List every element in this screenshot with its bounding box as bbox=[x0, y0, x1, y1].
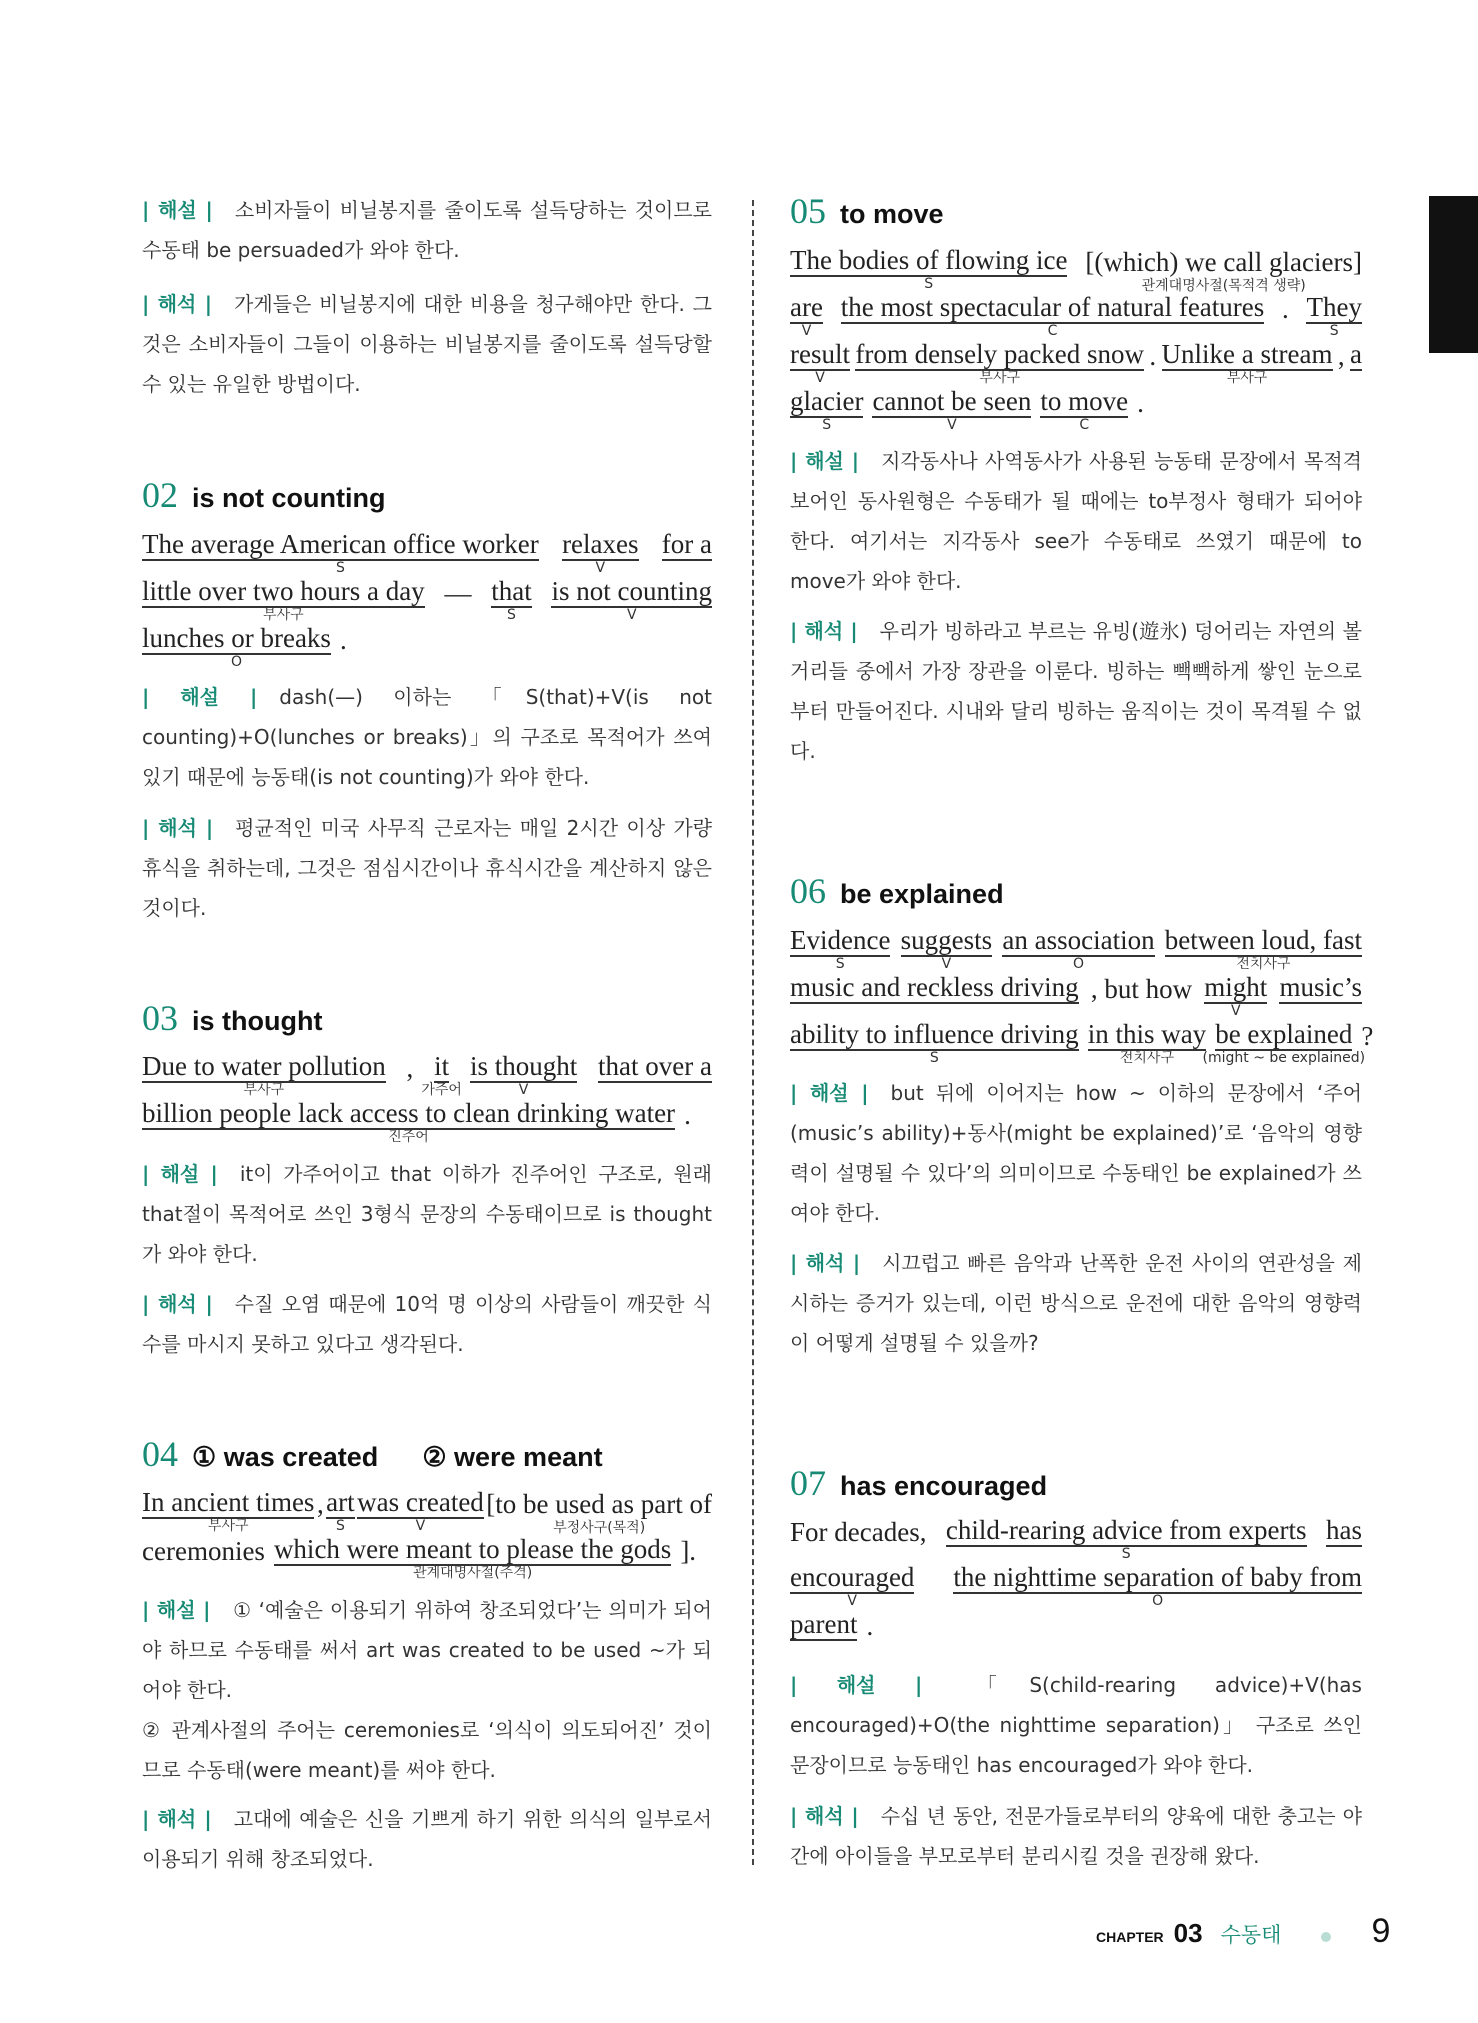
underlined-phrase bbox=[953, 1562, 1362, 1609]
phrase-text: suggests bbox=[900, 925, 993, 955]
translation-tag: | 해석 | bbox=[790, 1251, 861, 1275]
grammar-label: C bbox=[1079, 417, 1090, 433]
grammar-label: (might ~ be explained) bbox=[1202, 1050, 1366, 1066]
explanation-tag: | 해설 | bbox=[790, 1673, 923, 1697]
s04-heading bbox=[142, 1433, 712, 1473]
phrase bbox=[790, 1517, 926, 1547]
chapter-title: 수동태 bbox=[1220, 1923, 1282, 1947]
phrase-text: [to be used as part of bbox=[486, 1489, 712, 1519]
column-divider bbox=[752, 200, 754, 1865]
s03-translation: | 해석 | 수질 오염 때문에 10억 명 이상의 사람들이 깨끗한 식수를 마시지 못하고 있다고 생각된다. bbox=[142, 1292, 712, 1356]
sentence-line bbox=[142, 561, 712, 623]
explanation-tag: | 해설 | bbox=[142, 1162, 218, 1186]
phrase-text: The average American office worker bbox=[142, 529, 539, 559]
translation-tag: | 해석 | bbox=[790, 619, 858, 643]
grammar-label: V bbox=[1230, 1003, 1241, 1019]
grammar-label: 진주어 bbox=[388, 1129, 429, 1145]
explanation-tag: | 해설 | bbox=[142, 685, 258, 709]
phrase bbox=[1091, 974, 1192, 1004]
s07-explanation: | 해설 | 「S(child-rearing advice)+V(has encouraged)+O(the nighttime separation)」 구조로 쓰인 문장이므로 능동태인 has encouraged가 와야 한다. bbox=[790, 1673, 1362, 1777]
s06-sentence bbox=[790, 910, 1374, 1066]
phrase bbox=[340, 625, 347, 655]
phrase-text: is not counting bbox=[551, 576, 712, 606]
underlined-phrase bbox=[790, 386, 864, 433]
chapter-number: 03 bbox=[1173, 1918, 1203, 1948]
phrase bbox=[1137, 388, 1144, 418]
phrase-text: to move bbox=[1040, 386, 1129, 416]
sentence-line bbox=[790, 371, 1362, 433]
s07-heading bbox=[790, 1462, 1362, 1502]
phrase-text: They bbox=[1306, 292, 1362, 322]
explanation-tag: | 해설 | bbox=[790, 449, 860, 473]
phrase-text: For decades, bbox=[790, 1517, 927, 1547]
phrase-text: , bbox=[316, 1489, 324, 1519]
phrase bbox=[866, 1611, 873, 1641]
underlined-phrase bbox=[1350, 339, 1362, 371]
page-footer bbox=[1096, 1912, 1390, 1951]
page-number: 9 bbox=[1371, 1912, 1391, 1950]
underlined-phrase bbox=[1040, 386, 1129, 433]
grammar-label: V bbox=[941, 956, 952, 972]
explanation-tag: | 해설 | bbox=[142, 198, 213, 222]
phrase bbox=[407, 1053, 414, 1083]
s04-explanation: | 해설 | ① ‘예술은 이용되기 위하여 창조되었다’는 의미가 되어야 하므로 수동태를 써서 art was created to be used ~가 되어야 한다. ② 관계사절의 주어는 ceremonies로 ‘의식이 의도되어진’ 것이므로 수동태(were meant)를 써야 한다. bbox=[142, 1598, 712, 1782]
phrase-text: in this way bbox=[1087, 1019, 1207, 1049]
phrase-text: for a bbox=[661, 529, 712, 559]
phrase-text: be explained bbox=[1215, 1019, 1353, 1049]
s01-translation: | 해석 | 가게들은 비닐봉지에 대한 비용을 청구해야만 한다. 그것은 소비자들이 그들이 이용하는 비닐봉지를 줄이도록 설득당할 수 있는 유일한 방법이다. bbox=[142, 292, 712, 396]
underlined-phrase bbox=[142, 1051, 386, 1098]
grammar-label: V bbox=[518, 1082, 529, 1098]
grammar-label: S bbox=[1329, 323, 1339, 339]
sentence-line bbox=[790, 324, 1362, 386]
phrase-text: glacier bbox=[790, 386, 864, 416]
grammar-label: V bbox=[815, 370, 825, 386]
grammar-label: V bbox=[415, 1518, 426, 1534]
underlined-phrase bbox=[900, 925, 993, 972]
phrase-text: has bbox=[1325, 1515, 1362, 1545]
explanation-tag: | 해설 | bbox=[790, 1081, 869, 1105]
underlined-phrase bbox=[142, 576, 425, 623]
chapter-label: CHAPTER bbox=[1096, 1929, 1164, 1945]
s02-heading bbox=[142, 474, 712, 514]
phrase-text: ceremonies bbox=[142, 1536, 265, 1566]
s02-translation: | 해석 | 평균적인 미국 사무직 근로자는 매일 2시간 이상 가량 휴식을 취하는데, 그것은 점심시간이나 휴식시간을 계산하지 않은 것이다. bbox=[142, 816, 712, 920]
translation-tag: | 해석 | bbox=[142, 816, 214, 840]
phrase-text: art bbox=[326, 1487, 355, 1517]
underlined-phrase bbox=[790, 925, 891, 972]
phrase bbox=[684, 1100, 691, 1130]
phrase-text: , bbox=[406, 1053, 414, 1083]
grammar-label: 부사구 bbox=[243, 1082, 285, 1098]
grammar-label: O bbox=[1072, 956, 1084, 972]
phrase-text: lunches or breaks bbox=[142, 623, 331, 653]
s01-explanation: | 해설 | 소비자들이 비닐봉지를 줄이도록 설득당하는 것이므로 수동태 be persuaded가 와야 한다. bbox=[142, 198, 712, 262]
phrase-text: Unlike a stream bbox=[1161, 339, 1333, 369]
phrase-text: might bbox=[1204, 972, 1268, 1002]
chapter-tab-marker bbox=[1429, 196, 1478, 353]
grammar-label: O bbox=[1152, 1593, 1164, 1609]
s05-translation: | 해석 | 우리가 빙하라고 부르는 유빙(遊氷) 덩어리는 자연의 볼거리들 중에서 가장 장관을 이룬다. 빙하는 빽빽하게 쌓인 눈으로부터 만들어진다. 시내와 달리 빙하는 움직이는 것이 목격될 수 없다. bbox=[790, 619, 1362, 763]
translation-tag: | 해석 | bbox=[142, 1807, 212, 1831]
phrase-text: Due to water pollution bbox=[142, 1051, 386, 1081]
phrase-text: child-rearing advice from experts bbox=[945, 1515, 1307, 1545]
question-number: 06 bbox=[790, 871, 826, 911]
phrase-text: ]. bbox=[680, 1536, 697, 1566]
translation-tag: | 해석 | bbox=[142, 292, 213, 316]
phrase bbox=[1149, 341, 1156, 371]
s03-heading bbox=[142, 997, 712, 1037]
underlined-phrase bbox=[790, 339, 850, 386]
grammar-label: 부사구 bbox=[207, 1518, 249, 1534]
s07-translation: | 해석 | 수십 년 동안, 전문가들로부터의 양육에 대한 충고는 야간에 아이들을 부모로부터 분리시킬 것을 권장해 왔다. bbox=[790, 1804, 1362, 1868]
s06-explanation: | 해설 | but 뒤에 이어지는 how ~ 이하의 문장에서 ‘주어(music’s ability)+동사(might be explained)’로 ‘음악의 영향력이 설명될 수 있다’의 의미이므로 수동태인 be explained가 쓰여야 한다. bbox=[790, 1081, 1362, 1225]
grammar-label: 가주어 bbox=[421, 1082, 462, 1098]
phrase-text: [(which) we call glaciers] bbox=[1085, 247, 1362, 277]
s06-translation: | 해석 | 시끄럽고 빠른 음악과 난폭한 운전 사이의 연관성을 제시하는 증거가 있는데, 이런 방식으로 운전에 대한 음악의 영향력이 어떻게 설명될 수 있을까? bbox=[790, 1251, 1362, 1355]
grammar-label: C bbox=[1047, 323, 1058, 339]
phrase-text: is thought bbox=[469, 1051, 578, 1081]
answer: has encouraged bbox=[840, 1471, 1048, 1501]
s05-heading bbox=[790, 190, 1362, 230]
sentence-line bbox=[142, 514, 712, 576]
grammar-label: O bbox=[230, 654, 242, 670]
underlined-phrase bbox=[598, 1051, 712, 1083]
s04-translation: | 해석 | 고대에 예술은 신을 기쁘게 하기 위한 의식의 일부로서 이용되기 위해 창조되었다. bbox=[142, 1807, 712, 1871]
grammar-label: 부사구 bbox=[1226, 370, 1268, 386]
grammar-label: S bbox=[822, 417, 832, 433]
translation-tag: | 해석 | bbox=[790, 1804, 859, 1828]
grammar-label: V bbox=[626, 607, 637, 623]
grammar-label: 전치사구 bbox=[1119, 1050, 1174, 1066]
s02-explanation: | 해설 | dash(—) 이하는 「S(that)+V(is not counting)+O(lunches or breaks)」의 구조로 목적어가 쓰여 있기 때문에 능동태(is not counting)가 와야 한다. bbox=[142, 685, 712, 789]
phrase bbox=[317, 1489, 324, 1519]
grammar-label: S bbox=[1121, 1546, 1131, 1562]
grammar-label: V bbox=[947, 417, 957, 433]
phrase-text: that over a bbox=[598, 1051, 712, 1081]
grammar-label: 관계대명사절(목적격 생략) bbox=[1141, 278, 1306, 294]
sentence-line bbox=[790, 1500, 1362, 1562]
phrase-text: an association bbox=[1002, 925, 1155, 955]
phrase-text: music and reckless driving bbox=[790, 972, 1079, 1002]
phrase-text: a bbox=[1350, 339, 1362, 369]
underlined-phrase bbox=[273, 1534, 672, 1581]
phrase-text: music’s bbox=[1279, 972, 1362, 1002]
underlined-phrase bbox=[872, 386, 1032, 433]
underlined-phrase bbox=[142, 1487, 315, 1534]
answer-1: ① was created bbox=[192, 1442, 379, 1472]
grammar-label: 부사구 bbox=[979, 370, 1020, 386]
grammar-label: V bbox=[595, 560, 606, 576]
underlined-phrase bbox=[1087, 1019, 1207, 1066]
underlined-phrase bbox=[1002, 925, 1155, 972]
question-number: 03 bbox=[142, 998, 178, 1038]
phrase-text: which were meant to please the gods bbox=[273, 1534, 672, 1564]
phrase bbox=[1338, 341, 1345, 371]
question-number: 04 bbox=[142, 1434, 178, 1474]
phrase-text: result bbox=[790, 339, 850, 369]
question-number: 07 bbox=[790, 1463, 826, 1503]
s04-sentence bbox=[142, 1472, 712, 1581]
underlined-phrase bbox=[790, 292, 823, 339]
grammar-label: S bbox=[929, 1050, 939, 1066]
phrase-text: relaxes bbox=[562, 529, 639, 559]
phrase bbox=[444, 578, 471, 608]
grammar-label: V bbox=[801, 323, 812, 339]
question-number: 05 bbox=[790, 191, 826, 231]
underlined-phrase bbox=[1161, 339, 1333, 386]
s05-sentence bbox=[790, 230, 1362, 433]
underlined-phrase bbox=[855, 339, 1145, 386]
answer: be explained bbox=[840, 879, 1004, 909]
grammar-label: S bbox=[335, 560, 345, 576]
phrase-text: — bbox=[444, 578, 472, 608]
sentence-line bbox=[790, 1547, 1362, 1609]
underlined-phrase bbox=[1204, 972, 1268, 1019]
phrase-text: ability to influence driving bbox=[790, 1019, 1079, 1049]
s03-sentence bbox=[142, 1036, 712, 1145]
underlined-phrase bbox=[357, 1487, 484, 1534]
grammar-label: 부정사구(목적) bbox=[553, 1520, 646, 1536]
sentence-line bbox=[790, 230, 1362, 294]
s03-explanation: | 해설 | it이 가주어이고 that 이하가 진주어인 구조로, 원래 that절이 목적어로 쓰인 3형식 문장의 수동태이므로 is thought가 와야 한다. bbox=[142, 1162, 712, 1266]
phrase-text: . bbox=[339, 625, 347, 655]
phrase-text: cannot be seen bbox=[872, 386, 1032, 416]
explanation-tag: | 해설 | bbox=[142, 1598, 211, 1622]
phrase-text: . bbox=[866, 1611, 874, 1641]
phrase-text: was created bbox=[357, 1487, 484, 1517]
underlined-phrase bbox=[790, 245, 1068, 292]
underlined-phrase bbox=[840, 292, 1265, 339]
phrase-text: The bodies of flowing ice bbox=[790, 245, 1068, 275]
phrase-text: between loud, fast bbox=[1164, 925, 1362, 955]
phrase-text: billion people lack access to clean drinking water bbox=[142, 1098, 676, 1128]
phrase bbox=[680, 1536, 696, 1566]
underlined-phrase bbox=[142, 1098, 676, 1145]
sentence-line bbox=[142, 1472, 712, 1536]
phrase-text: that bbox=[491, 576, 532, 606]
sentence-line bbox=[790, 910, 1362, 972]
translation-tag: | 해석 | bbox=[142, 1292, 213, 1316]
dot-separator-icon bbox=[1321, 1932, 1331, 1942]
grammar-label: S bbox=[924, 276, 934, 292]
underlined-phrase bbox=[790, 1562, 915, 1609]
phrase-text: Evidence bbox=[790, 925, 891, 955]
grammar-label: S bbox=[835, 956, 845, 972]
phrase-text: ? bbox=[1361, 1021, 1374, 1051]
s06-heading bbox=[790, 870, 1362, 910]
underlined-phrase bbox=[421, 1051, 462, 1098]
underlined-phrase bbox=[551, 576, 712, 623]
phrase bbox=[486, 1489, 712, 1536]
phrase bbox=[1282, 294, 1289, 324]
phrase-text: the most spectacular of natural features bbox=[840, 292, 1265, 322]
underlined-phrase bbox=[1202, 1019, 1366, 1066]
answer-2: ② were meant bbox=[422, 1442, 603, 1472]
underlined-phrase bbox=[142, 623, 331, 670]
phrase-text: are bbox=[790, 292, 823, 322]
s05-explanation: | 해설 | 지각동사나 사역동사가 사용된 능동태 문장에서 목적격 보어인 동사원형은 수동태가 될 때에는 to부정사 형태가 되어야 한다. 여기서는 지각동사 see가 수동태로 쓰였기 때문에 to move가 와야 한다. bbox=[790, 449, 1362, 593]
phrase-text: encouraged bbox=[790, 1562, 915, 1592]
underlined-phrase bbox=[790, 972, 1079, 1004]
sentence-line bbox=[790, 1594, 1362, 1641]
phrase-text: , bbox=[1337, 341, 1345, 371]
phrase-text: . bbox=[1282, 294, 1289, 324]
phrase-text: little over two hours a day bbox=[142, 576, 425, 606]
grammar-label: 부사구 bbox=[263, 607, 304, 623]
phrase-text: In ancient times bbox=[142, 1487, 315, 1517]
underlined-phrase bbox=[491, 576, 532, 623]
underlined-phrase bbox=[1306, 292, 1362, 339]
phrase-text: . bbox=[684, 1100, 691, 1130]
underlined-phrase bbox=[326, 1487, 355, 1534]
phrase-text: from densely packed snow bbox=[855, 339, 1145, 369]
phrase-text: . bbox=[1137, 388, 1144, 418]
phrase-text: it bbox=[434, 1051, 450, 1081]
grammar-label: V bbox=[847, 1593, 858, 1609]
underlined-phrase bbox=[790, 1019, 1079, 1066]
answer: to move bbox=[840, 199, 944, 229]
phrase bbox=[1085, 247, 1362, 294]
underlined-phrase bbox=[945, 1515, 1307, 1562]
sentence-line bbox=[142, 1036, 712, 1098]
phrase-text: . bbox=[1149, 341, 1157, 371]
phrase bbox=[1361, 1021, 1373, 1051]
s02-sentence bbox=[142, 514, 712, 670]
underlined-phrase bbox=[142, 529, 539, 576]
phrase-text: , but how bbox=[1090, 974, 1193, 1004]
grammar-label: 전치사구 bbox=[1236, 956, 1291, 972]
answer: is thought bbox=[192, 1006, 323, 1036]
grammar-label: S bbox=[507, 607, 516, 623]
underlined-phrase bbox=[662, 529, 712, 561]
underlined-phrase bbox=[790, 1609, 857, 1641]
grammar-label: S bbox=[335, 1518, 345, 1534]
underlined-phrase bbox=[469, 1051, 578, 1098]
underlined-phrase bbox=[1326, 1515, 1362, 1547]
grammar-label: 관계대명사절(주격) bbox=[413, 1565, 533, 1581]
underlined-phrase bbox=[1164, 925, 1362, 972]
phrase bbox=[142, 1536, 265, 1566]
underlined-phrase bbox=[1279, 972, 1362, 1004]
sentence-line bbox=[790, 1004, 1374, 1066]
question-number: 02 bbox=[142, 475, 178, 515]
phrase-text: parent bbox=[790, 1609, 858, 1639]
underlined-phrase bbox=[562, 529, 639, 576]
answer: is not counting bbox=[192, 483, 386, 513]
s07-sentence bbox=[790, 1500, 1362, 1641]
phrase-text: the nighttime separation of baby from bbox=[953, 1562, 1362, 1592]
